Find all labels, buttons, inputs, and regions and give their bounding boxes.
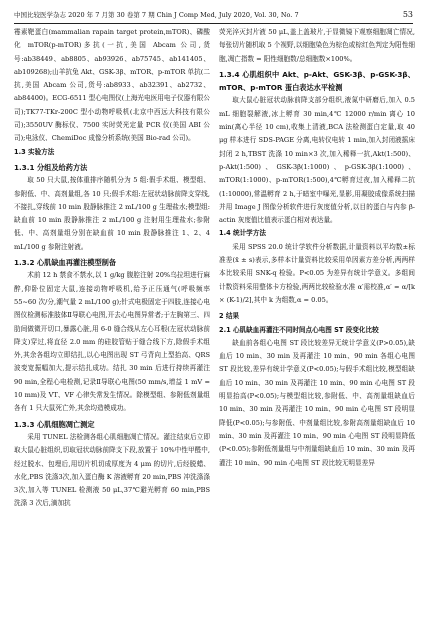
paragraph: 术前 12 h 禁食不禁水,以 1 g/kg 腹腔注射 20%乌拉坦进行麻醉,仰卧位固定大鼠,连接动物呼吸机,给予正压通气(呼吸频率 55~60 次/分,潮气量 2 mL/100 g);针式电极固定于四肢,连接心电图仪检测标准肢体Ⅱ导联心电图,开去心电图异常者;于左胸第三、四肋间做微开切口,暴露心脏,用 6-0 缝合线从左心耳根(左冠状动脉前降支)穿过,将直径 2.0 mm 的硅胶管贴于缝合线下方,除假手术组外,其余各组均立即结扎,以心电图出现 ST 弓背向上型抬高、QRS 波变宽振幅加大,提示结扎成功。结扎 30 min 后进行持续再灌注 90 min,全程心电检测,记录Ⅱ导联心电图(50 mm/s,增益 1 mV = 10 mm)及 VT、VF 心律失常发生情况。除模型组、参附低剂量组各有 1 只大鼠死亡外,其余均造模成功。 [14,271,210,413]
paragraph: 荧光淬灭封片液 50 μL,盖上盖玻片,于显微镜下观察细胞凋亡情况,每张切片随机取 5 个视野,以细胞染色为棕色或棕红色判定为阳性细胞,凋亡指数 = 阳性细胞数/总细胞数×100%。 [219,28,415,63]
subsection-heading: 1.3.1 分组及给药方法 [14,162,88,172]
paragraph: 缺血前各组心电图 ST 段比较差异无统计学意义(P>0.05),缺血后 10 min、30 min 及再灌注 10 min、90 min 各组心电图 ST 段比较,差异有统计学意义(P<0.05);与假手术组比较,模型组缺血后 10 min、30 min 及再灌注 10 min、90 min 心电图 ST 段明显抬高(P<0.05);与模型组比较,参附低、中、高剂量组缺血后 10 min、30 min 及再灌注 10 min、90 min 心电图 ST 段明显降低(P<0.05);与参附低、中剂量组比较,参附高剂量组缺血后 10 min、30 min 及再灌注 10 min、90 min 心电图 ST 段明显降低(P<0.05);参附低剂量组与中剂量组缺血后 10 min、30 min 及再灌注 10 min、90 min 心电图 ST 段比较无明显差异 [219,338,415,467]
subsection-heading: 1.3.4 心肌组织中 Akt、p-Akt、GSK-3β、p-GSK-3β、mTOR、p-mTOR 蛋白表达水平检测 [219,69,415,93]
section-heading: 1.3 实验方法 [14,147,55,156]
running-header [14,9,413,21]
section-heading: 2 结果 [219,312,240,321]
paragraph: 采用 SPSS 20.0 统计学软件分析数据,计量资料以平均数±标准差(x̄ ± s)表示,多样本计量资料比较采用单因素方差分析,两两样本比较采用 SNK-q 检验。P<0.05 为差异有统计学意义。多组间计数资料采用整体卡方检验,两两比较检验水准 α′需校准,α′ = α/[k × (K-1)/2],其中 k 为组数,α = 0.05。 [219,242,415,304]
subsection-heading: 1.3.2 心肌缺血再灌注模型制备 [14,258,117,268]
left-column [14,26,210,511]
right-column [219,26,415,470]
journal-info: 中国比较医学杂志 2020 年 7 月第 30 卷第 7 期 Chin J Comp Med, July 2020, Vol. 30, No. 7 [14,11,299,19]
section-heading: 1.4 统计学方法 [219,229,266,238]
section-heading: 2.1 心肌缺血再灌注不同时间点心电图 ST 段变化比较 [219,325,379,334]
subsection-heading: 1.3.3 心肌细胞凋亡测定 [14,419,95,429]
page-number: 53 [402,10,413,19]
header-rule [14,23,413,24]
paragraph: 取大鼠心脏冠状动脉前降支部分组织,液氮中研磨后,加入 0.5 mL 细胞裂解液,冰上孵育 30 min,4℃ 12000 r/min 离心 10 min(离心半径 10 cm),收集上清液,BCA 法检测蛋白定量,取 40 μg 样本进行 SDS-PAGE 分离,电转仪电转 1 min,加入封闭液摇床封闭 2 h,TBST 洗涤 10 min×3 次,加入稀释一抗,Akt(1:500)、p-Akt(1:500)、GSK-3β(1:1000)、p-GSK-3β(1:1000)、mTOR(1:1000)、p-mTOR(1:500),4℃孵育过夜,加入稀释二抗(1:10000),常温孵育 2 h,于暗室中曝光,显影,用凝胶成像系统扫描并用 Image J 图像分析软件进行灰度值分析,以目的蛋白与内参 β-actin 灰度值比值表示蛋白相对表达量。 [219,96,415,225]
paragraph: 取 50 只大鼠,按体重排序随机分为 5 组:假手术组、模型组、参附低、中、高剂量组,各 10 只;假手术组:左冠状动脉前降支穿线,不接扎,穿线前 10 min 股静脉推注 2 mL/100 g 生理盐水;模型组:缺血前 10 min 股静脉推注 2 mL/100 g 注射用生理盐水;参附低、中、高剂量组分别在缺血前 10 min 股静脉推注 1、2、4 mL/100 g 参附注射液。 [14,176,210,251]
paragraph: 霉素靶蛋白(mammalian rapain target protein,mTOR)、磷酸化 mTOR(p-mTOR)多抗(一抗,美国 Abcam 公司,货号:ab38449、ab8805、ab93926、ab75745、ab141405、ab109268);山羊抗兔 Akt、GSK-3β、mTOR、p-mTOR 单抗(二抗,美国 Abcam 公司,货号:ab8933、ab32391、ab2732、ab84400)。ECG-6511 型心电图仪(上海光电医用电子仪器有限公司);TK77-TKr-200C 型小动物呼吸机(北京中西远大科技有限公司);3550UV 酶标仪、7500 实时荧光定量 PCR 仪(美国 ABI 公司);电泳仪、ChemiDoc 成像分析系统(美国 Bio-rad 公司)。 [14,28,210,143]
paragraph: 采用 TUNEL 法检测各组心肌细胞凋亡情况。灌注结束后立即取大鼠心脏组织,切取冠状动脉前降支下段,放置于 10%中性甲醛中,经过脱水、包埋后,用切片机切成厚度为 4 μm 的切片,后经脱蜡、水化,PBS 洗涤3次,加入蛋白酶 K 溶液孵育 20 min,PBS 冲洗涤涤3次,加入等 TUNEL 检测液 50 μL,37℃避光孵育 60 min,PBS 洗涤 3 次后,滴加抗 [14,432,210,508]
